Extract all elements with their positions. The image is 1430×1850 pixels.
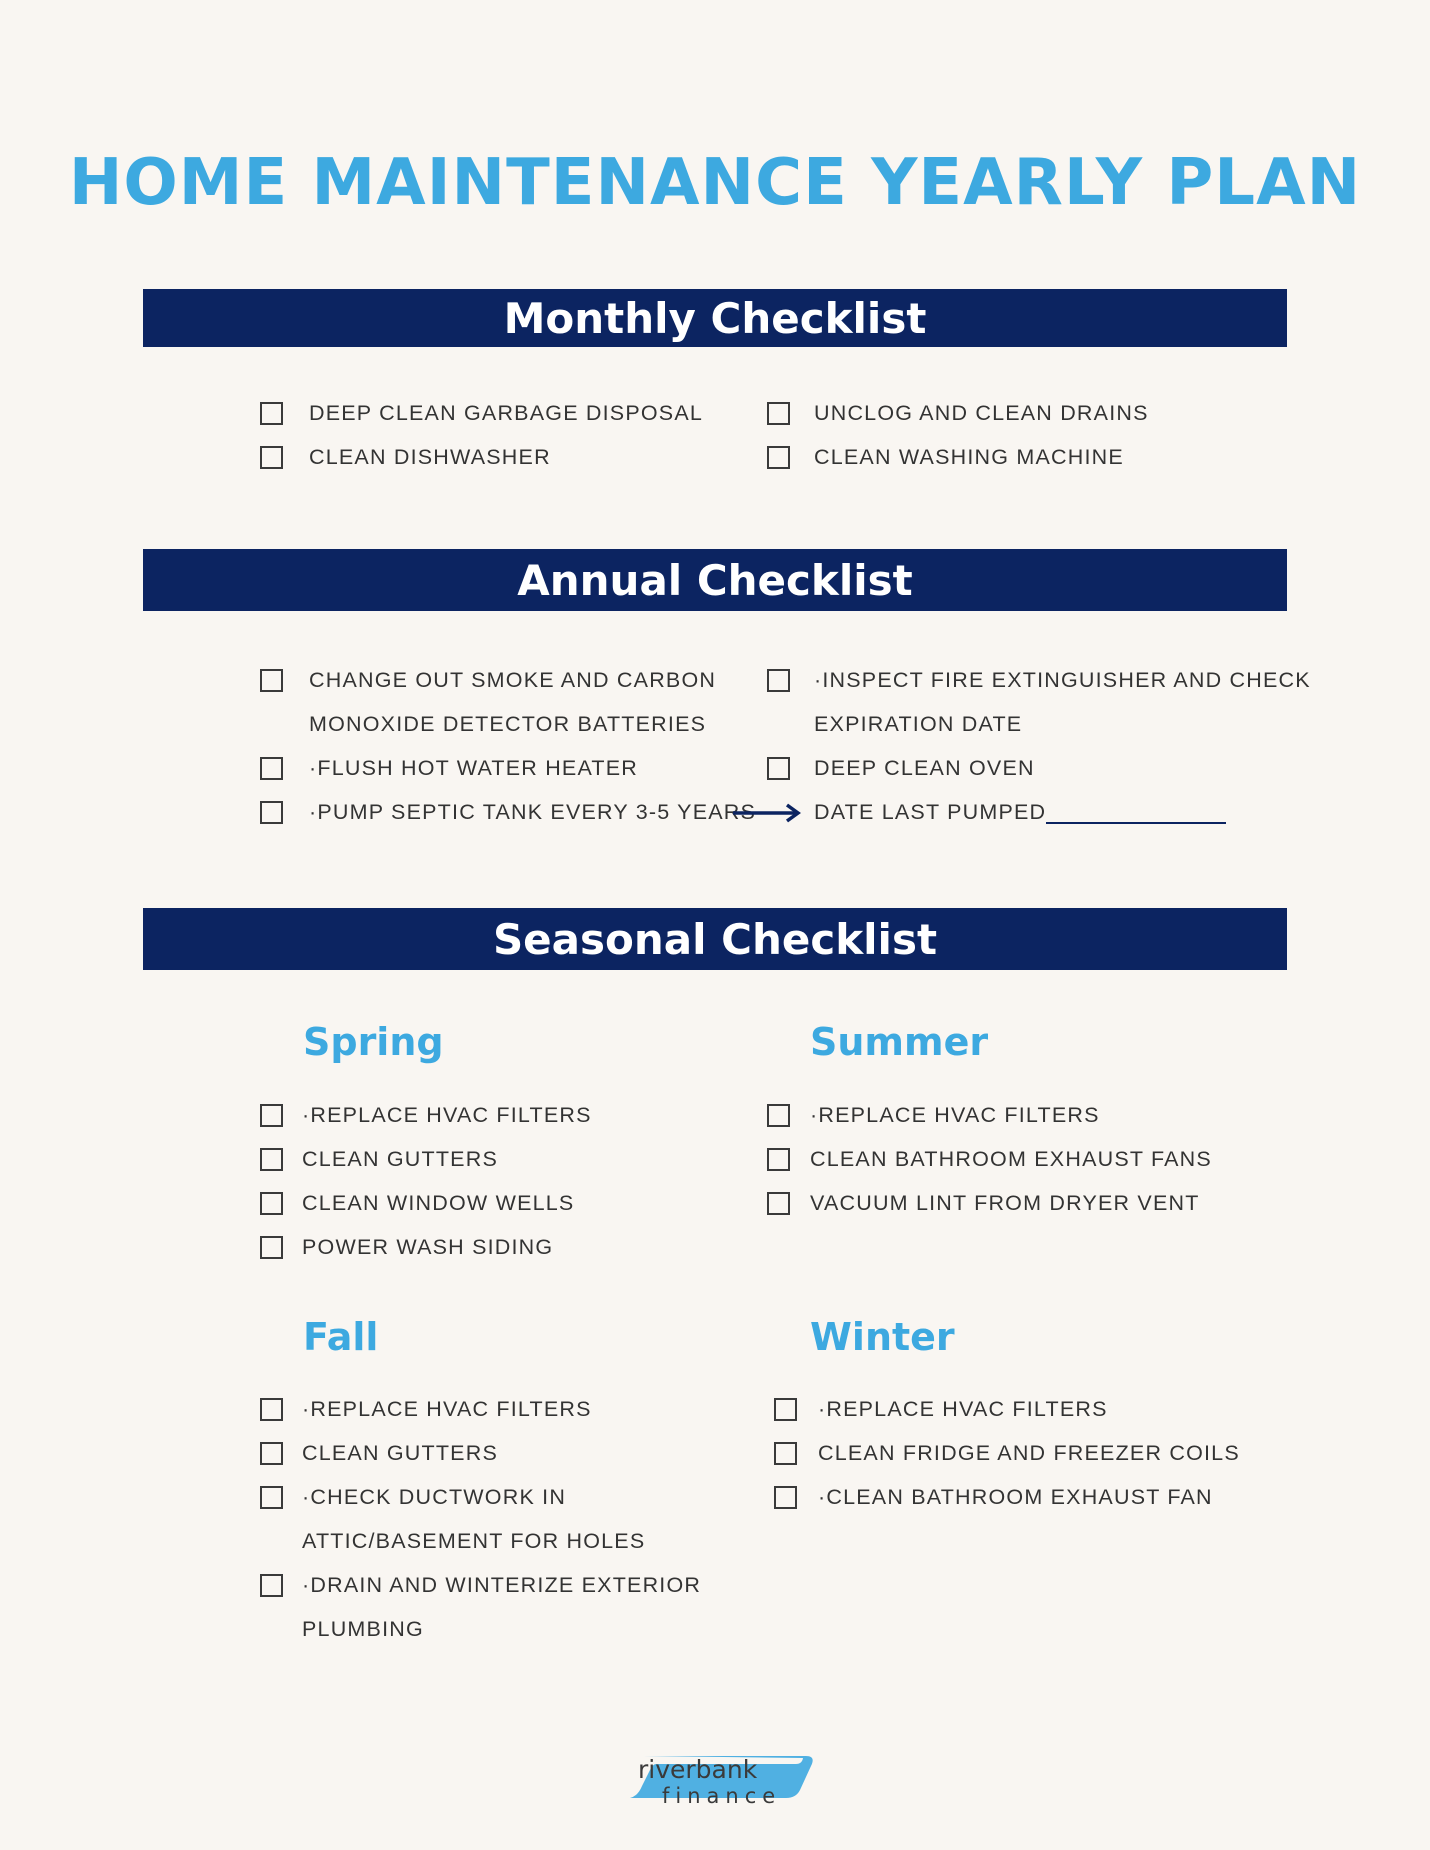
annual-item-1a: CHANGE OUT SMOKE AND CARBON — [309, 668, 717, 692]
spring-item-3: CLEAN WINDOW WELLS — [302, 1191, 575, 1215]
arrow-right-icon — [731, 803, 803, 823]
annual-item-3: ·PUMP SEPTIC TANK EVERY 3-5 YEARS — [309, 800, 757, 824]
winter-item-3: ·CLEAN BATHROOM EXHAUST FAN — [818, 1485, 1213, 1509]
spring-item-1: ·REPLACE HVAC FILTERS — [302, 1103, 592, 1127]
fall-item-4b: PLUMBING — [302, 1617, 424, 1641]
season-heading-fall: Fall — [303, 1315, 379, 1359]
fall-item-3b: ATTIC/BASEMENT FOR HOLES — [302, 1529, 646, 1553]
monthly-item-1: DEEP CLEAN GARBAGE DISPOSAL — [309, 401, 704, 425]
winter-item-2: CLEAN FRIDGE AND FREEZER COILS — [818, 1441, 1240, 1465]
fall-item-3a: ·CHECK DUCTWORK IN — [302, 1485, 567, 1509]
spring-item-4: POWER WASH SIDING — [302, 1235, 554, 1259]
summer-item-1: ·REPLACE HVAC FILTERS — [810, 1103, 1100, 1127]
annual-item-6: DATE LAST PUMPED — [814, 800, 1047, 824]
checkbox-winter-1[interactable] — [774, 1398, 797, 1421]
date-last-pumped-field[interactable] — [1046, 822, 1226, 824]
seasonal-banner: Seasonal Checklist — [143, 908, 1287, 970]
checkbox-winter-3[interactable] — [774, 1486, 797, 1509]
summer-item-3: VACUUM LINT FROM DRYER VENT — [810, 1191, 1200, 1215]
checkbox-fall-2[interactable] — [260, 1442, 283, 1465]
checkbox-spring-1[interactable] — [260, 1104, 283, 1127]
monthly-item-2: CLEAN DISHWASHER — [309, 445, 551, 469]
monthly-banner: Monthly Checklist — [143, 289, 1287, 347]
summer-item-2: CLEAN BATHROOM EXHAUST FANS — [810, 1147, 1212, 1171]
riverbank-finance-logo — [620, 1740, 820, 1810]
checkbox-annual-1[interactable] — [260, 669, 283, 692]
season-heading-summer: Summer — [810, 1020, 989, 1064]
checkbox-annual-5[interactable] — [767, 757, 790, 780]
annual-item-5: DEEP CLEAN OVEN — [814, 756, 1035, 780]
checkbox-summer-2[interactable] — [767, 1148, 790, 1171]
checkbox-fall-4[interactable] — [260, 1574, 283, 1597]
page-title: HOME MAINTENANCE YEARLY PLAN — [68, 146, 1362, 220]
checkbox-summer-3[interactable] — [767, 1192, 790, 1215]
checkbox-fall-1[interactable] — [260, 1398, 283, 1421]
checkbox-annual-2[interactable] — [260, 757, 283, 780]
checkbox-summer-1[interactable] — [767, 1104, 790, 1127]
spring-item-2: CLEAN GUTTERS — [302, 1147, 498, 1171]
season-heading-spring: Spring — [303, 1020, 444, 1064]
checkbox-monthly-4[interactable] — [767, 446, 790, 469]
winter-item-1: ·REPLACE HVAC FILTERS — [818, 1397, 1108, 1421]
checkbox-monthly-1[interactable] — [260, 402, 283, 425]
checkbox-spring-2[interactable] — [260, 1148, 283, 1171]
checkbox-fall-3[interactable] — [260, 1486, 283, 1509]
fall-item-4a: ·DRAIN AND WINTERIZE EXTERIOR — [302, 1573, 702, 1597]
checkbox-annual-3[interactable] — [260, 801, 283, 824]
checkbox-annual-4[interactable] — [767, 669, 790, 692]
checkbox-spring-4[interactable] — [260, 1236, 283, 1259]
annual-item-4a: ·INSPECT FIRE EXTINGUISHER AND CHECK — [814, 668, 1311, 692]
logo-text-top: riverbank — [638, 1755, 758, 1784]
annual-item-1b: MONOXIDE DETECTOR BATTERIES — [309, 712, 707, 736]
fall-item-2: CLEAN GUTTERS — [302, 1441, 498, 1465]
checkbox-monthly-2[interactable] — [260, 446, 283, 469]
annual-banner: Annual Checklist — [143, 549, 1287, 611]
fall-item-1: ·REPLACE HVAC FILTERS — [302, 1397, 592, 1421]
checkbox-monthly-3[interactable] — [767, 402, 790, 425]
season-heading-winter: Winter — [810, 1315, 955, 1359]
checkbox-winter-2[interactable] — [774, 1442, 797, 1465]
annual-item-2: ·FLUSH HOT WATER HEATER — [309, 756, 639, 780]
monthly-item-4: CLEAN WASHING MACHINE — [814, 445, 1124, 469]
checkbox-spring-3[interactable] — [260, 1192, 283, 1215]
annual-item-4b: EXPIRATION DATE — [814, 712, 1023, 736]
logo-text-bottom: finance — [662, 1784, 782, 1808]
monthly-item-3: UNCLOG AND CLEAN DRAINS — [814, 401, 1149, 425]
